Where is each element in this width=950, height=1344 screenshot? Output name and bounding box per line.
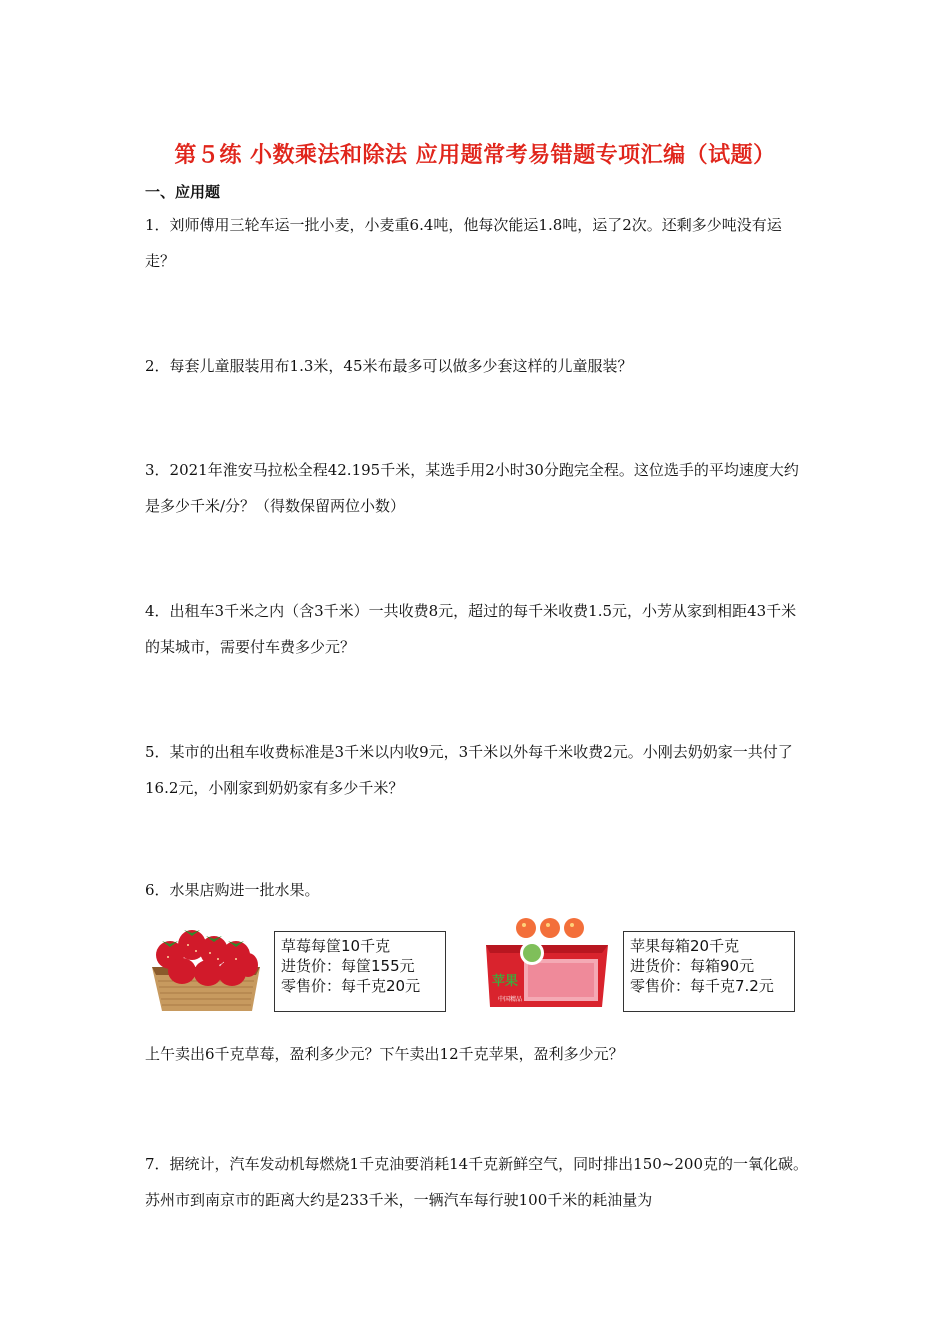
- apple-cost-text: 进货价：每箱90元: [630, 957, 755, 975]
- question-7: 7．据统计，汽车发动机每燃烧1千克油要消耗14千克新鲜空气，同时排出150~200克的一氧化碳。苏州市到南京市的距离大约是233千米，一辆汽车每行驶100千米的耗油量为: [145, 1155, 809, 1209]
- strawberry-weight-text: 草莓每筐10千克: [281, 937, 391, 955]
- strawberry-retail-text: 零售价：每千克20元: [281, 977, 421, 995]
- page-title: 第５练 小数乘法和除法 应用题常考易错题专项汇编（试题）: [174, 143, 776, 168]
- question-6-subquestion: 上午卖出6千克草莓，盈利多少元？下午卖出12千克苹果，盈利多少元？: [145, 1045, 624, 1063]
- strawberry-cost-text: 进货价：每筐155元: [281, 957, 415, 975]
- strawberry-price-box: [274, 931, 446, 1012]
- question-4: 4．出租车3千米之内（含3千米）一共收费8元，超过的每千米收费1.5元，小芳从家到相距43千米的某城市，需要付车费多少元？: [145, 602, 797, 656]
- strawberry-basket-image: [148, 915, 266, 1015]
- question-3: 3．2021年淮安马拉松全程42.195千米，某选手用2小时30分跑完全程。这位选手的平均速度大约是多少千米/分？（得数保留两位小数）: [145, 461, 799, 515]
- apple-price-box: [623, 931, 795, 1012]
- section-heading: 一、应用题: [145, 183, 221, 201]
- question-1: 1．刘师傅用三轮车运一批小麦，小麦重6.4吨，他每次能运1.8吨，运了2次。还剩多少吨没有运走？: [145, 216, 782, 270]
- apple-weight-text: 苹果每箱20千克: [630, 937, 740, 955]
- apple-box-image: [480, 915, 615, 1015]
- apple-box-sublabel: 中国精品: [498, 996, 523, 1003]
- apple-retail-text: 零售价：每千克7.2元: [630, 977, 774, 995]
- question-5: 5．某市的出租车收费标准是3千米以内收9元，3千米以外每千米收费2元。小刚去奶奶家一共付了16.2元，小刚家到奶奶家有多少千米？: [145, 743, 793, 797]
- apple-box-label: 苹果: [492, 974, 519, 989]
- question-2: 2．每套儿童服装用布1.3米，45米布最多可以做多少套这样的儿童服装？: [145, 357, 633, 375]
- question-6: 6．水果店购进一批水果。: [145, 881, 320, 899]
